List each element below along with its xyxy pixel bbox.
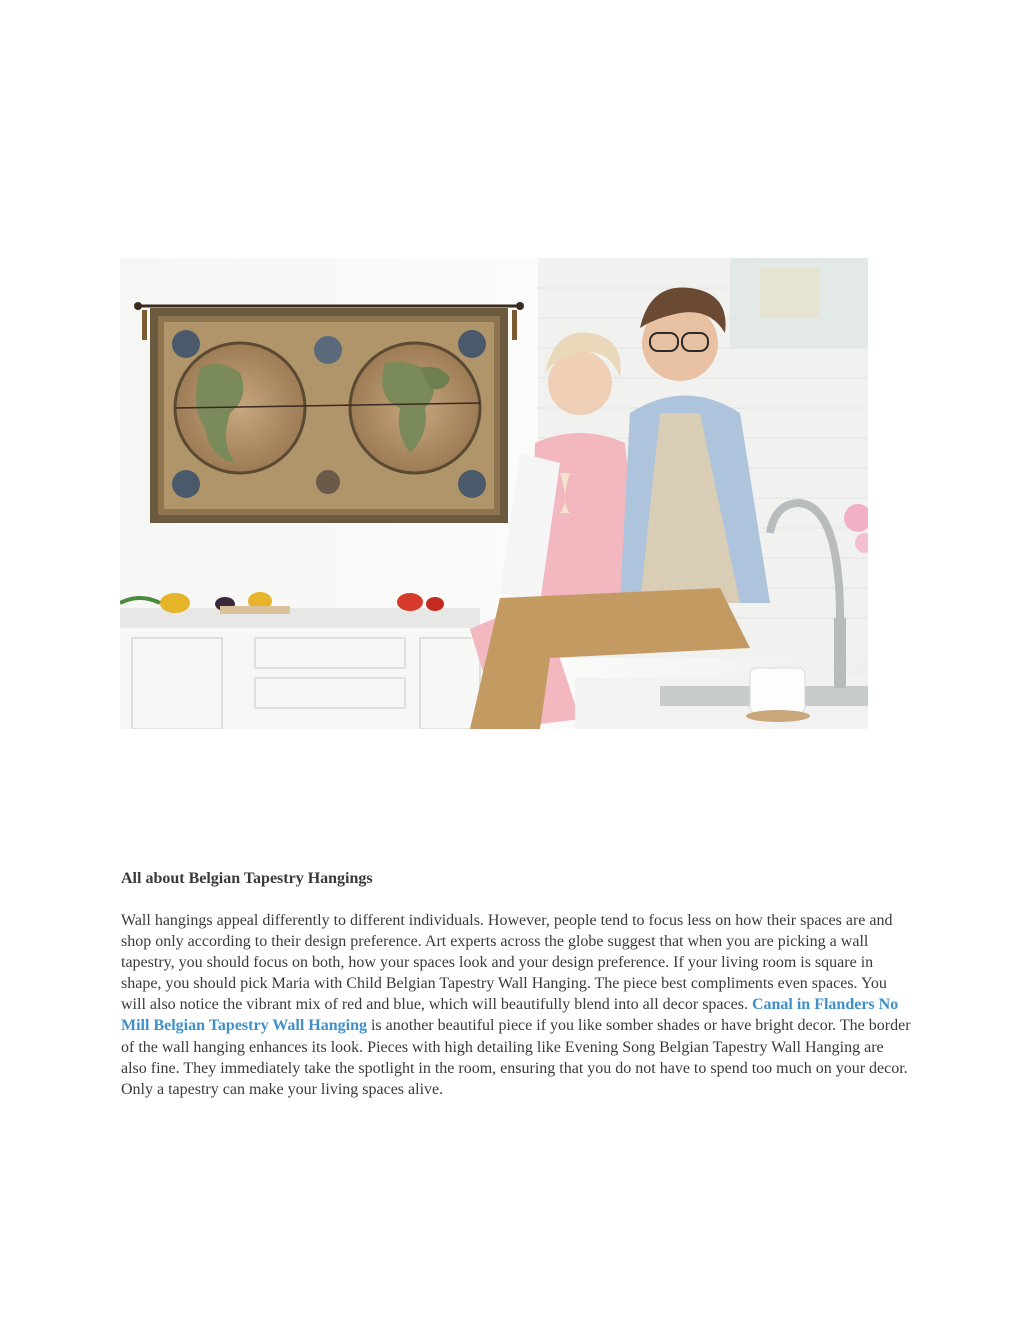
article-paragraph [121,910,911,1100]
paragraph-rest-text: is another beautiful piece if you like somber shades or have bright decor. The border of the wall hanging enhances its look. Pieces with high detailing like Evening Song Belgian Tapestry Wall Hanging are also fine. They immediately take the spotlight in the room, ensuring that you do not have to spend too much on your decor. Only a tapestry can make your living spaces alive. [121,1017,911,1098]
article-heading: All about Belgian Tapestry Hangings [121,870,373,887]
paragraph-intro-text: Wall hangings appeal differently to different individuals. However, people tend to focus less on how their spaces are and shop only according to their design preference. Art experts across the globe suggest that when you are picking a wall tapestry, you should focus on both, how your spaces look and your design preference. If your living room is square in shape, you should pick Maria with Child Belgian Tapestry Wall Hanging. The piece best compliments even spaces. You will also notice the vibrant mix of red and blue, which will beautifully blend into all decor spaces. [121,912,893,1014]
kitchen-tapestry-photo [120,258,868,729]
canal-in-flanders-link[interactable]: Canal in Flanders No Mill Belgian Tapestry Wall Hanging [121,996,899,1035]
